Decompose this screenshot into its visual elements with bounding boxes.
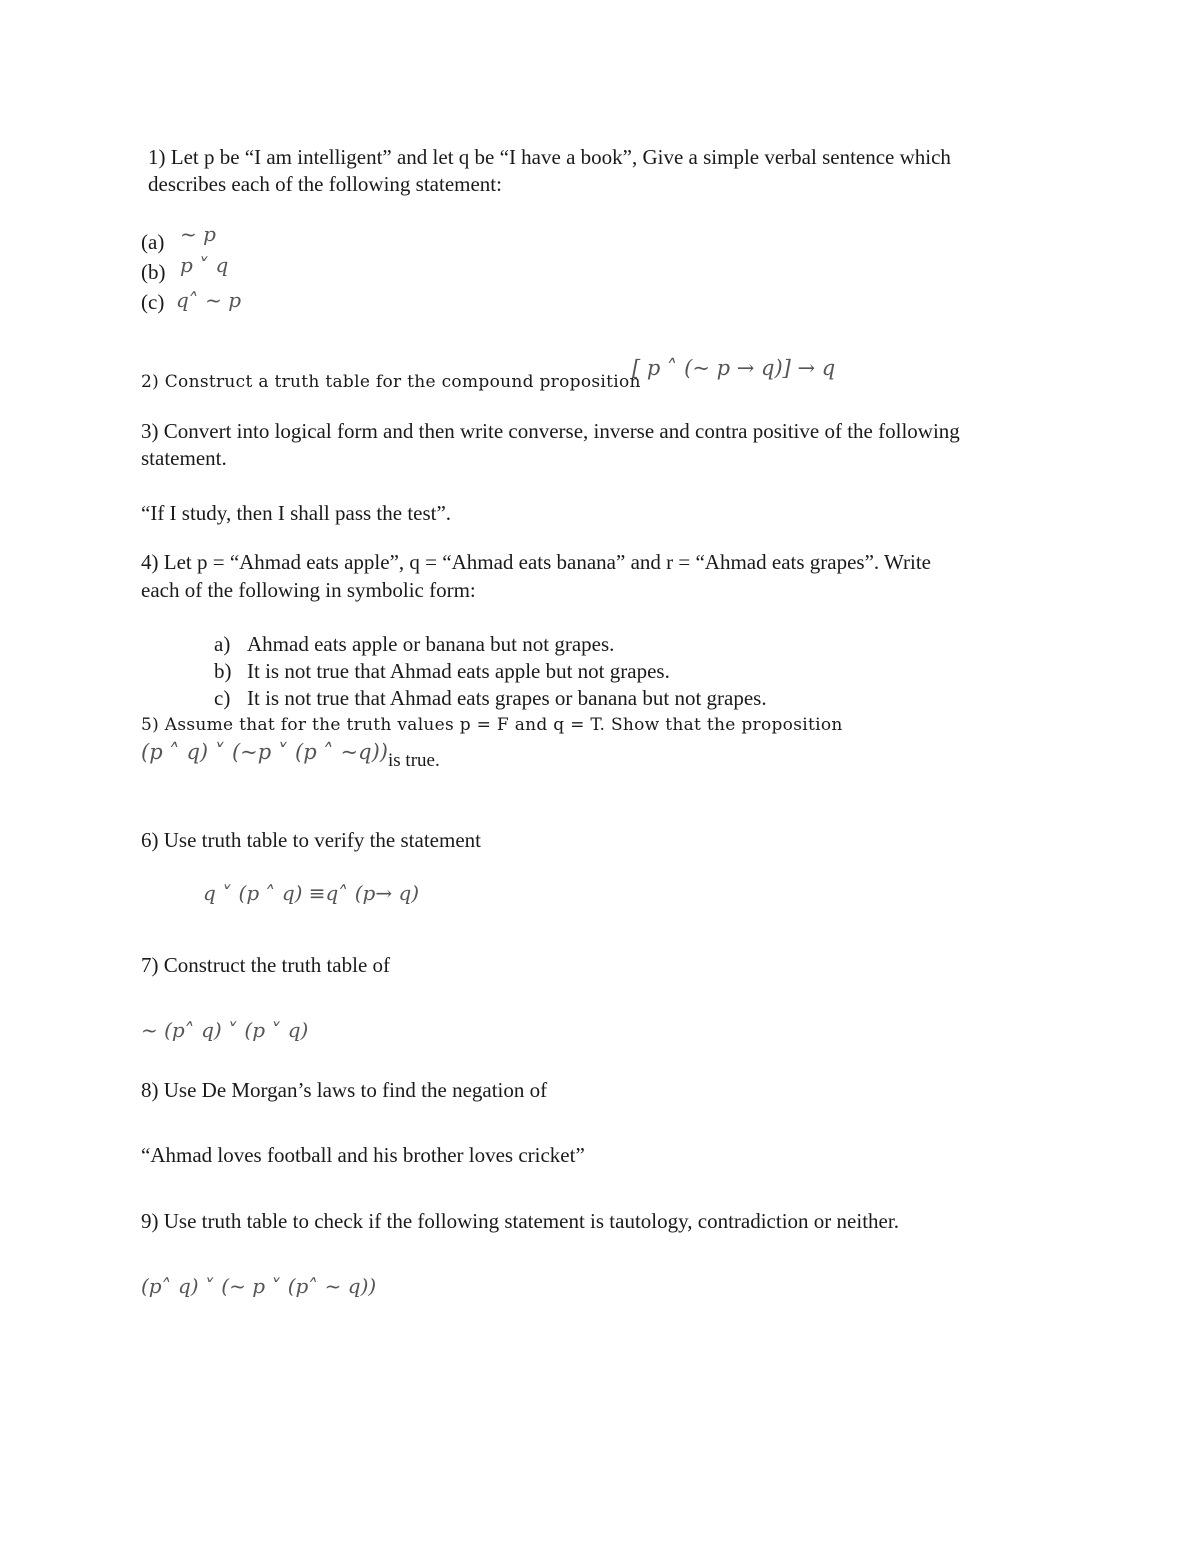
q5-expression: (p ˄ q) ˅ (~p ˅ (p ˄ ~q)) [141, 740, 388, 764]
q5-line1: 5) Assume that for the truth values p = F and q = T. Show that the proposition [141, 715, 843, 735]
q1-a-expression: ~ p [180, 222, 216, 246]
q7-expression: ~ (p˄ q) ˅ (p ˅ q) [141, 1018, 309, 1042]
q5-suffix: is true. [388, 750, 440, 771]
q2-text: 2) Construct a truth table for the compound proposition [141, 372, 641, 392]
q1-b-expression: p ˅ q [180, 253, 229, 277]
q2-expression: [ p ˄ (~ p → q)] → q [632, 356, 836, 380]
q1-c-expression: q˄ ~ p [176, 288, 242, 312]
q6-expression: q ˅ (p ˄ q) ≡q˄ (p→ q) [203, 881, 420, 905]
q4-item-b-label: b) [214, 659, 232, 683]
q9-text: 9) Use truth table to check if the following statement is tautology, contradiction or neither. [141, 1209, 899, 1233]
q4-item-c-text: It is not true that Ahmad eats grapes or banana but not grapes. [247, 686, 767, 710]
q1-b-label: (b) [141, 260, 166, 284]
q1-a-label: (a) [141, 230, 165, 254]
q6-text: 6) Use truth table to verify the statement [141, 828, 481, 852]
q4-item-a-text: Ahmad eats apple or banana but not grapes. [247, 632, 615, 656]
q8-quote: “Ahmad loves football and his brother loves cricket” [141, 1143, 585, 1167]
q4-line2: each of the following in symbolic form: [141, 578, 476, 602]
q1-c-label: (c) [141, 290, 165, 314]
q4-line1: 4) Let p = “Ahmad eats apple”, q = “Ahmad eats banana” and r = “Ahmad eats grapes”. Write [141, 550, 931, 574]
q4-item-b-text: It is not true that Ahmad eats apple but not grapes. [247, 659, 670, 683]
q3-quote: “If I study, then I shall pass the test”. [141, 501, 452, 525]
q4-item-c-label: c) [214, 686, 231, 710]
q1-line1: 1) Let p be “I am intelligent” and let q be “I have a book”, Give a simple verbal sentence which [148, 145, 951, 169]
q8-text: 8) Use De Morgan’s laws to find the negation of [141, 1078, 548, 1102]
q9-expression: (p˄ q) ˅ (~ p ˅ (p˄ ~ q)) [141, 1274, 377, 1298]
q3-line1: 3) Convert into logical form and then write converse, inverse and contra positive of the following [141, 419, 960, 443]
q3-line2: statement. [141, 446, 227, 470]
q7-text: 7) Construct the truth table of [141, 953, 391, 977]
q4-item-a-label: a) [214, 632, 231, 656]
q1-line2: describes each of the following statement: [148, 172, 502, 196]
